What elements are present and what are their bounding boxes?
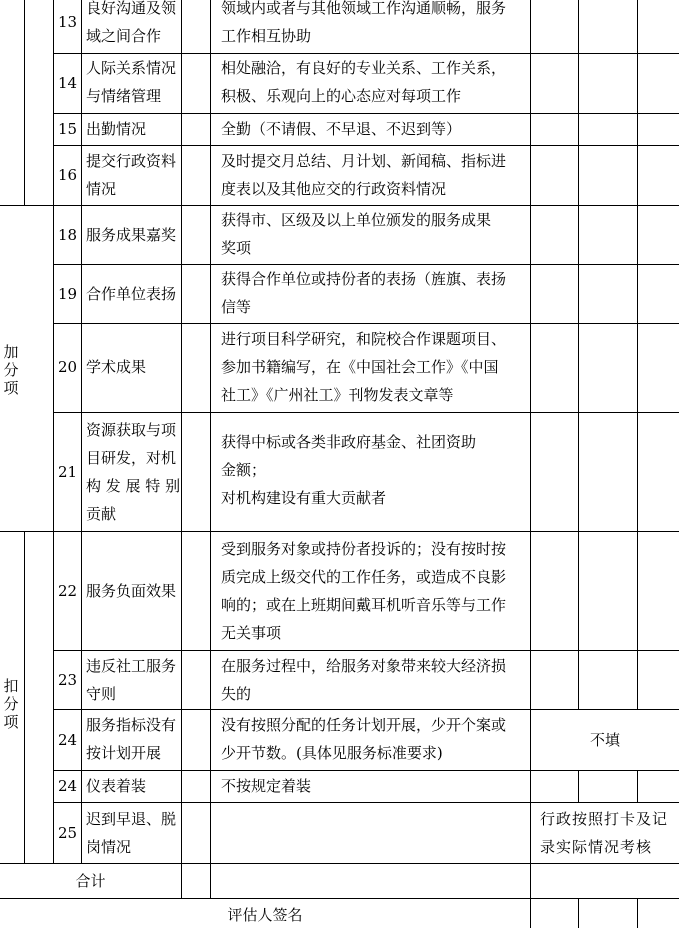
item-name: 资源获取与项 目研发，对机 构 发 展 特 别 贡献 xyxy=(86,421,181,523)
item-description: 相处融洽，有良好的专业关系、工作关系， 积极、乐观向上的心态应对每项工作 xyxy=(221,59,507,105)
item-name: 人际关系情况 与情绪管理 xyxy=(86,59,177,105)
row-number: 24 xyxy=(57,777,78,795)
item-name: 服务指标没有 按计划开展 xyxy=(86,716,177,762)
row-divider xyxy=(53,802,679,803)
item-description: 进行项目科学研究，和院校合作课题项目、 参加书籍编写，在《中国社会工作》《中国 社工》《广州社工》刊物发表文章等 xyxy=(221,330,507,404)
row-divider xyxy=(53,145,679,146)
col-divider xyxy=(210,0,211,898)
col-divider xyxy=(637,0,638,709)
row-number: 16 xyxy=(57,166,78,184)
item-name: 迟到早退、脱 岗情况 xyxy=(86,810,177,856)
item-name: 提交行政资料 情况 xyxy=(86,152,177,198)
item-description: 全勤（不请假、不早退、不迟到等） xyxy=(221,120,462,138)
item-name: 服务负面效果 xyxy=(86,582,177,600)
row-divider xyxy=(53,113,679,114)
item-description: 受到服务对象或持份者投诉的；没有按时按 质完成上级交代的工作任务，或造成不良影 响的；或在上班期间戴耳机听音乐等与工作 无关事项 xyxy=(221,540,507,642)
item-description: 不按规定着装 xyxy=(221,777,312,795)
row-number: 25 xyxy=(57,824,78,842)
item-description: 获得中标或各类非政府基金、社团资助 金额； 对机构建设有重大贡献者 xyxy=(221,433,477,507)
category-bonus-label: 加 分 项 xyxy=(3,343,19,397)
item-description: 获得合作单位或持份者的表扬（旌旗、表扬 信等 xyxy=(221,270,507,316)
total-label: 合计 xyxy=(75,872,106,890)
row-divider xyxy=(53,323,679,324)
item-name: 仪表着装 xyxy=(86,777,147,795)
item-name: 学术成果 xyxy=(86,358,147,376)
row-divider xyxy=(53,770,679,771)
row-number: 23 xyxy=(57,671,78,689)
row-number: 20 xyxy=(57,358,78,376)
col-divider xyxy=(637,770,638,802)
col-divider xyxy=(24,0,25,205)
item-name: 合作单位表扬 xyxy=(86,285,177,303)
row-number: 13 xyxy=(57,13,78,31)
row-divider xyxy=(53,650,679,651)
col-divider xyxy=(578,0,579,709)
row-number: 15 xyxy=(57,120,78,138)
row-divider xyxy=(53,412,679,413)
col-divider xyxy=(578,898,579,928)
col-divider xyxy=(181,0,182,898)
row-number: 21 xyxy=(57,463,78,481)
row-number: 19 xyxy=(57,285,78,303)
row-divider xyxy=(53,709,679,710)
signature-label: 评估人签名 xyxy=(227,906,303,924)
col-divider xyxy=(530,0,531,928)
row-number: 14 xyxy=(57,74,78,92)
item-name: 良好沟通及领 域之间合作 xyxy=(86,0,177,45)
item-description: 获得市、区级及以上单位颁发的服务成果 奖项 xyxy=(221,211,492,257)
item-name: 出勤情况 xyxy=(86,120,147,138)
item-description: 领域内或者与其他领域工作沟通顺畅，服务 工作相互协助 xyxy=(221,0,507,45)
item-description: 及时提交月总结、月计划、新闻稿、指标进 度表以及其他应交的行政资料情况 xyxy=(221,152,507,198)
item-name: 违反社工服务 守则 xyxy=(86,657,177,703)
category-deduct-label: 扣 分 项 xyxy=(3,677,19,731)
row-divider xyxy=(0,863,679,864)
score-note: 不填 xyxy=(589,731,620,749)
score-note: 行政按照打卡及记 录实际情况考核 xyxy=(540,810,669,856)
row-number: 18 xyxy=(57,226,78,244)
item-name: 服务成果嘉奖 xyxy=(86,226,177,244)
item-description: 没有按照分配的任务计划开展，少开个案或 少开节数。(具体见服务标准要求) xyxy=(221,716,507,762)
row-number: 24 xyxy=(57,731,78,749)
item-description: 在服务过程中，给服务对象带来较大经济损 失的 xyxy=(221,657,507,703)
col-divider xyxy=(24,531,25,863)
col-divider xyxy=(578,770,579,802)
col-divider xyxy=(637,898,638,928)
row-number: 22 xyxy=(57,582,78,600)
col-divider xyxy=(81,0,82,863)
